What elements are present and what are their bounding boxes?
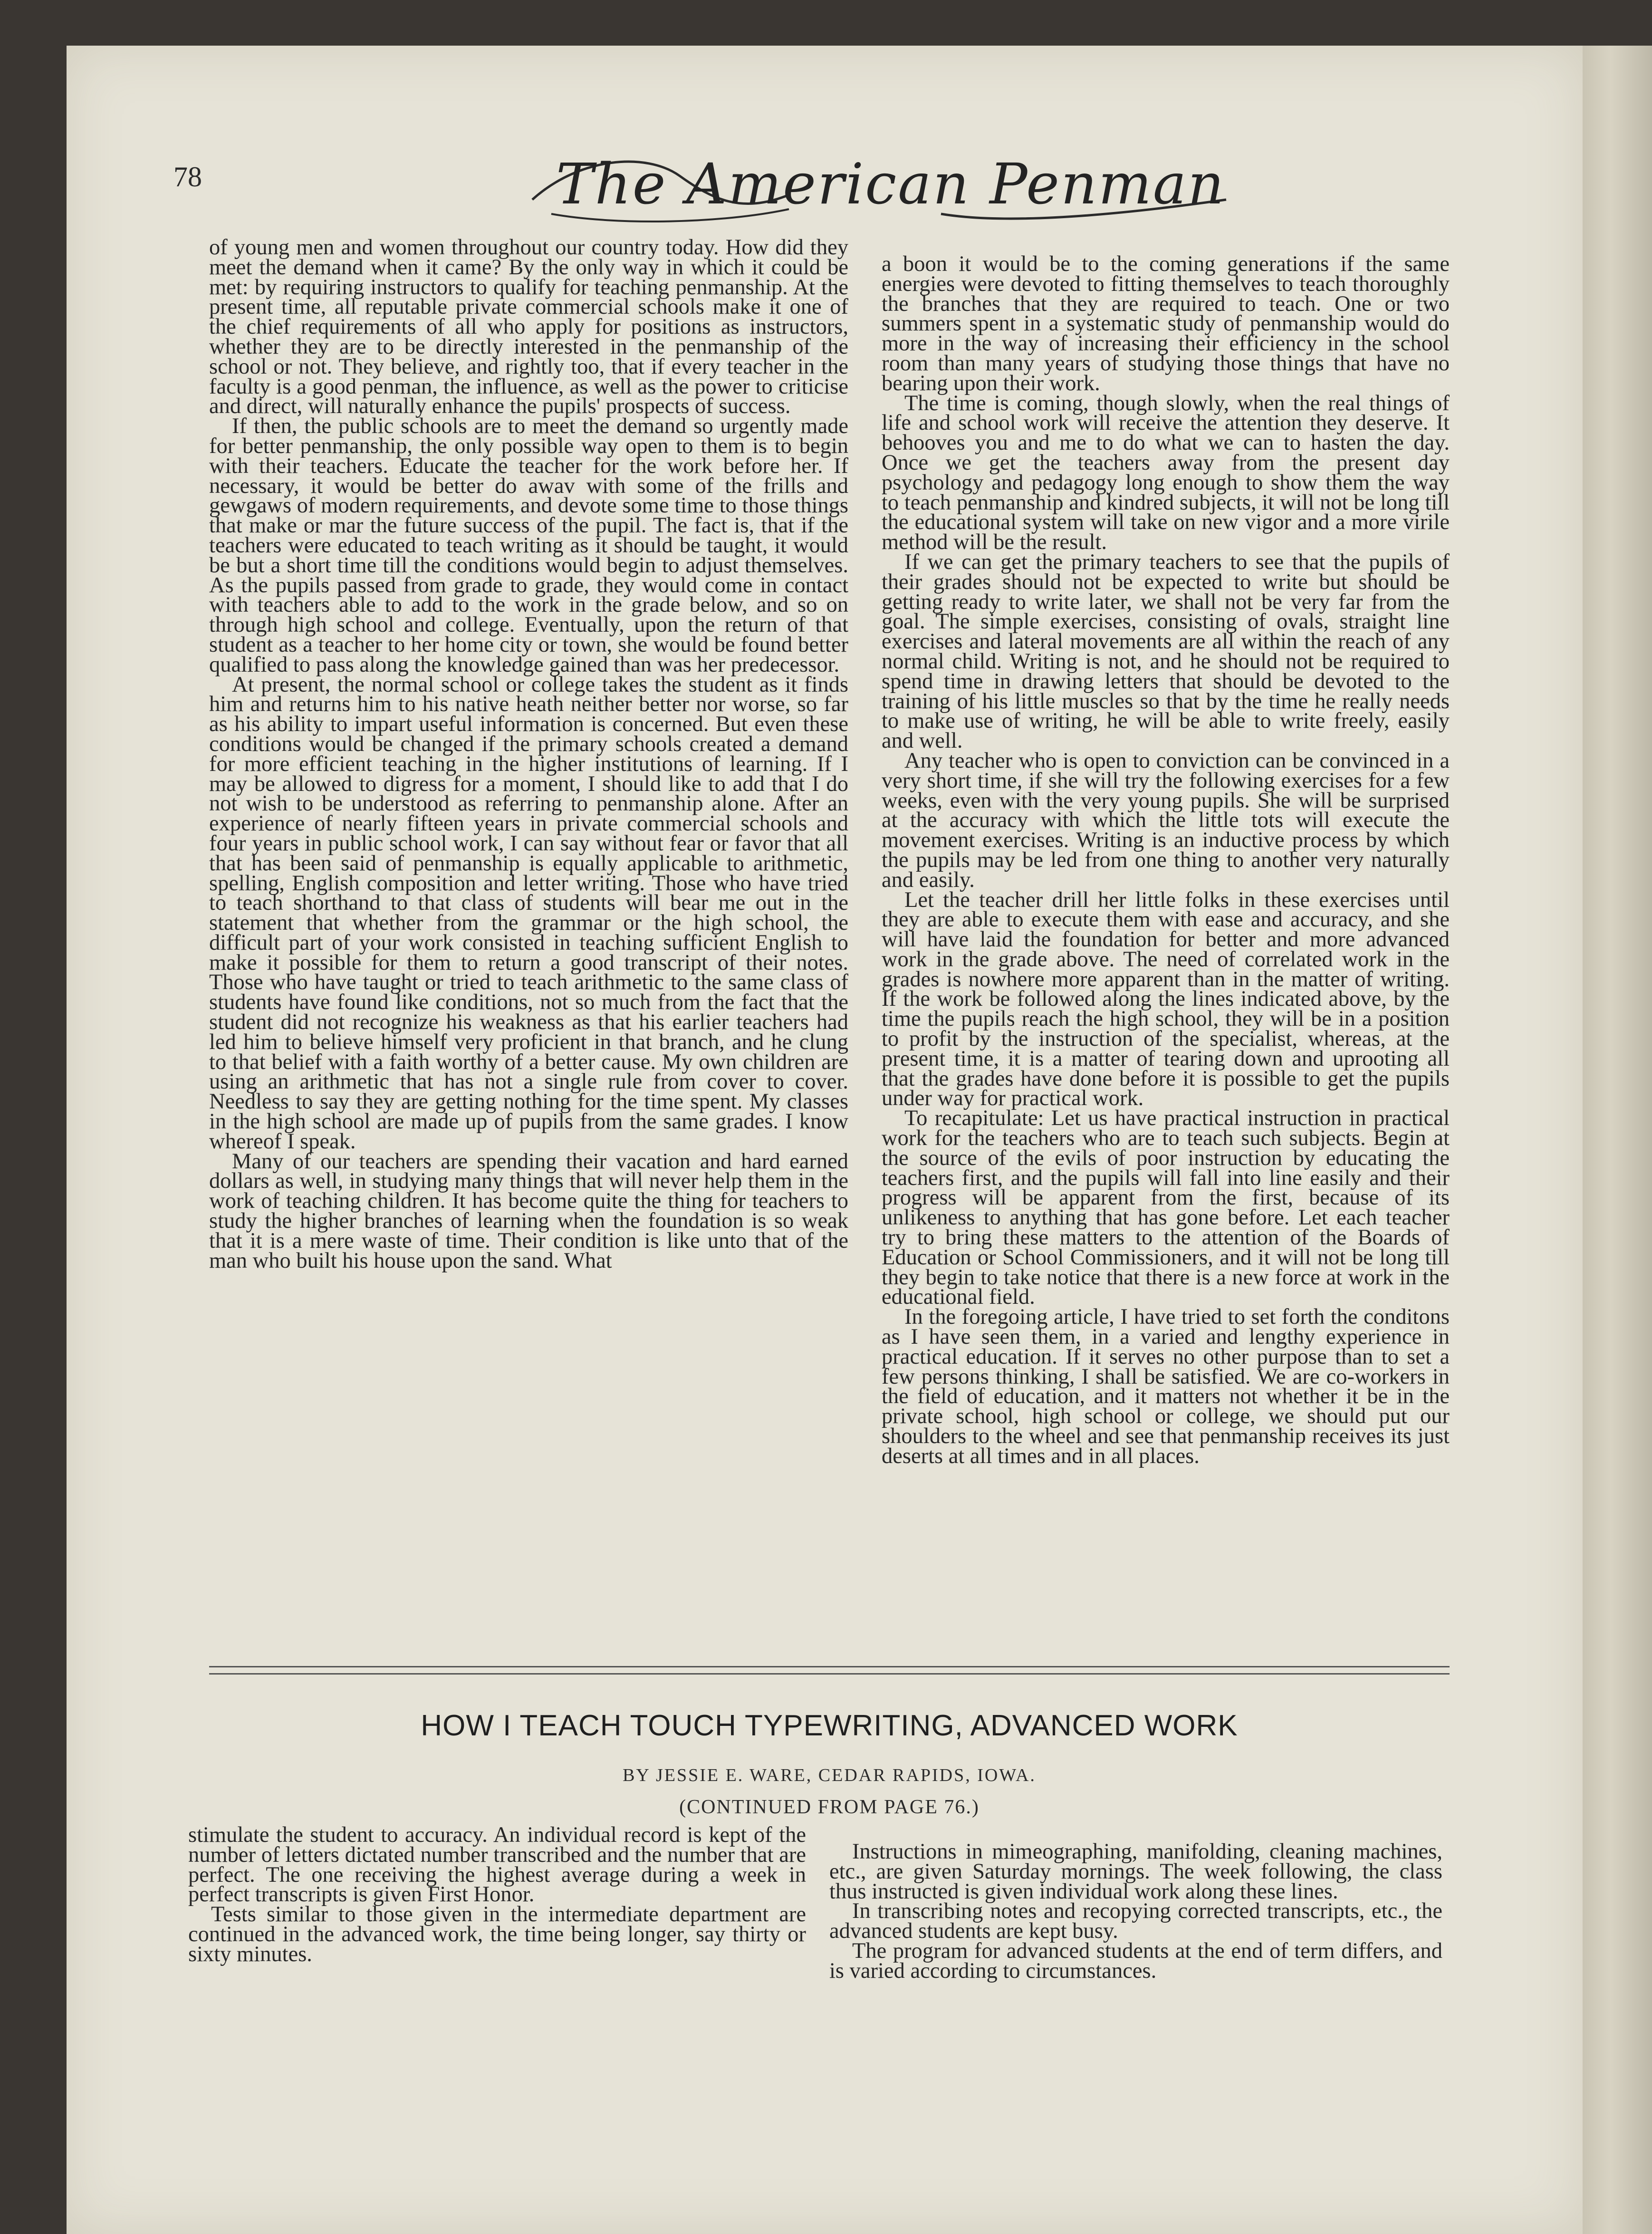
article-left-column (188, 1825, 806, 1964)
paragraph: Tests similar to those given in the intermediate department are continued in the advanced work, the time being longer, say thirty or sixty minutes. (188, 1902, 806, 1966)
paragraph: Many of our teachers are spending their vacation and hard earned dollars as well, in studying many things that will never help them in the work of teaching children. It has become quite the thing for teachers to study the higher branches of learning when the foundation is so weak that it is a mere waste of time. Their condition is like unto that of the man who built his house upon the sand. What (209, 1149, 848, 1273)
paragraph: At present, the normal school or college takes the student as it finds him and returns him to his native heath neither better nor worse, so far as his ability to impart useful information is concerned. But even these conditions would be changed if the primary schools created a demand for more efficient teaching in the higher institutions of learning. If I may be allowed to digress for a moment, I should like to add that I do not wish to be understood as referring to penmanship alone. After an experience of nearly fifteen years in private commercial schools and four years in public school work, I can say without fear or favor that all that has been said of penmanship is equally applicable to arithmetic, spelling, English composition and letter writing. Those who have tried to teach shorthand to that class of students will bear me out in the statement that whether from the grammar or the high school, the difficult part of your work consisted in teaching sufficient English to make it possible for them to return a good transcript of their notes. Those who have taught or tried to teach arithmetic to the same class of students have found like conditions, not so much from the fact that the student did not recognize his weakness as that his earlier teachers had led him to believe himself very proficient in that branch, and he clung to that belief with a faith worthy of a better cause. My own children are using an arithmetic that has not a single rule from cover to cover. Needless to say they are getting nothing for the time spent. My classes in the high school are made up of pupils from the same grades. I know whereof I speak. (209, 672, 848, 1154)
article-right-column (829, 1839, 1442, 1983)
continued-note: (CONTINUED FROM PAGE 76.) (679, 1796, 980, 1818)
paragraph: Instructions in mimeographing, manifolding, cleaning machines, etc., are given Saturday mornings. The week following, the class thus instructed is given individual work along these lines. (829, 1839, 1442, 1904)
paragraph: stimulate the student to accuracy. An individual record is kept of the number of letters dictated number transcribed and the number that are perfect. The one receiving the highest average during a week in perfect transcripts is given First Honor. (188, 1823, 806, 1907)
facing-page-edge (1583, 46, 1652, 2234)
editorial-left-column (209, 235, 848, 1273)
paragraph: a boon it would be to the coming generations if the same energies were devoted to fitting themselves to teach thoroughly the branches that they are required to teach. One or two summers spent in a systematic study of penmanship would do more in the way of increasing their efficiency in the school room than many years of studying those things that have no bearing upon their work. (882, 252, 1450, 395)
page-number: 78 (173, 161, 202, 193)
paragraph: If we can get the primary teachers to see that the pupils of their grades should not be expected to write but should be getting ready to write later, we shall not be very far from the goal. The simple exercises, consisting of ovals, straight line exercises and lateral movements are all within the reach of any normal child. Writing is not, and he should not be required to spend time in drawing letters that should be devoted to the training of his little muscles so that by the time he really needs to make use of writing, he will be able to write freely, easily and well. (882, 549, 1450, 753)
paragraph: If then, the public schools are to meet the demand so urgently made for better penmanship, the only possible way open to them is to begin with their teachers. Educate the teacher for the work before her. If necessary, it would be better do awav with some of the frills and gewgaws of modern requirements, and devote some time to those things that make or mar the future success of the pupil. The fact is, that if the teachers were educated to teach writing as it should be taught, it would be but a short time till the conditions would begin to adjust themselves. As the pupils passed from grade to grade, they would come in contact with teachers able to add to the work in the grade below, and so on through high school and college. Eventually, upon the return of that student as a teacher to her home city or town, she would be found better qualified to pass along the knowledge gained than was her predecessor. (209, 414, 848, 677)
editorial-right-column (882, 254, 1450, 1466)
paragraph: Let the teacher drill her little folks in these exercises until they are able to execute them with ease and accuracy, and she will have laid the foundation for better and more advanced work in the grade above. The need of correlated work in the grades is nowhere more apparent than in the matter of writing. If the work be followed along the lines indicated above, by the time the pupils reach the high school, they will be in a position to profit by the instruction of the specialist, whereas, at the present time, it is a matter of tearing down and uprooting all that the grades have done before it is possible to get the pupils under way for practical work. (882, 887, 1450, 1111)
masthead-title: The American Penman (556, 151, 1226, 217)
paragraph: of young men and women throughout our country today. How did they meet the demand when it came? By the only way in which it could be met: by requiring instructors to qualify for teaching penmanship. At the present time, all reputable private commercial schools make it one of the chief requirements of all who apply for positions as instructors, whether they are to be directly interested in the penmanship of the school or not. They believe, and rightly too, that if every teacher in the faculty is a good penman, the influence, as well as the power to criticise and direct, will naturally enhance the pupils' prospects of success. (209, 235, 848, 419)
paragraph: In the foregoing article, I have tried to set forth the conditons as I have seen them, in a varied and lengthy experience in practical education. If it serves no other purpose than to set a few persons thinking, I shall be satisfied. We are co-workers in the field of education, and it matters not whether it be in the private school, high school or college, we should put our shoulders to the wheel and see that penmanship receives its just deserts at all times and in all places. (882, 1305, 1450, 1468)
paragraph: The time is coming, though slowly, when the real things of life and school work will receive the attention they deserve. It behooves you and me to do what we can to hasten the day. Once we get the teachers away from the present day psychology and pedagogy long enough to show them the way to teach penmanship and kindred subjects, it will not be long till the educational system will take on new vigor and a more virile method will be the result. (882, 391, 1450, 555)
article-title: HOW I TEACH TOUCH TYPEWRITING, ADVANCED WORK (421, 1709, 1238, 1742)
divider-rule (209, 1666, 1450, 1667)
paragraph: To recapitulate: Let us have practical instruction in practical work for the teachers who are to teach such subjects. Begin at the source of the evils of poor instruction by educating the teachers first, and the pupils will fall into line easily and their progress will be apparent from the first, because of its unlikeness to anything that has gone before. Let each teacher try to bring these matters to the attention of the Boards of Education or School Commissioners, and it will not be long till they begin to take notice that there is a new force at work in the educational field. (882, 1106, 1450, 1310)
divider-rule (209, 1673, 1450, 1675)
paragraph: In transcribing notes and recopying corrected transcripts, etc., the advanced students are kept busy. (829, 1899, 1442, 1944)
paragraph: The program for advanced students at the end of term differs, and is varied according to circumstances. (829, 1938, 1442, 1983)
masthead-logo (523, 143, 1236, 228)
article-byline: BY JESSIE E. WARE, CEDAR RAPIDS, IOWA. (623, 1765, 1036, 1785)
paragraph: Any teacher who is open to conviction can be convinced in a very short time, if she will try the following exercises for a few weeks, even with the very young pupils. She will be surprised at the accuracy with which the little tots will execute the movement exercises. Writing is an inductive process by which the pupils may be led from one thing to another very naturally and easily. (882, 748, 1450, 892)
